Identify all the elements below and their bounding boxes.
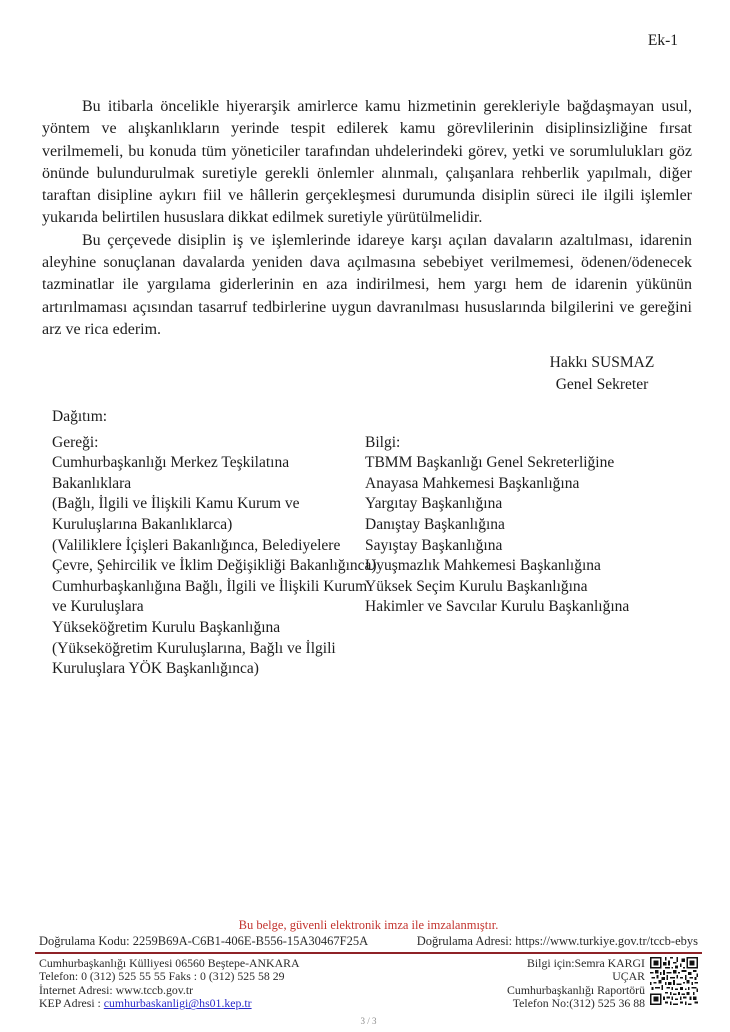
kep-label: KEP Adresi : [39,996,104,1011]
contact-line: Telefon No:(312) 525 36 88 [512,996,645,1011]
verification-address: Doğrulama Adresi: https://www.turkiye.gov.tr/tccb-ebys [416,933,698,948]
bilgi-item: Uyuşmazlık Mahkemesi Başkanlığına [365,557,601,575]
distribution-section [52,407,702,680]
e-signature-notice: Bu belge, güvenli elektronik imza ile imzalanmıştır. [238,917,499,932]
geregi-item: Yükseköğretim Kurulu Başkanlığına [52,618,281,636]
geregi-item: Cumhurbaşkanlığına Bağlı, İlgili ve İlişkili Kurum [52,577,368,595]
kep-address-line [39,997,300,1011]
address-line: Cumhurbaşkanlığı Külliyesi 06560 Beştepe-ANKARA [39,955,300,970]
geregi-item: (Yükseköğretim Kuruluşlarına, Bağlı ve İlgili [52,639,336,657]
geregi-item: Kuruluşlara YÖK Başkanlığınca) [52,660,259,678]
signer-title: Genel Sekreter [555,376,649,393]
sender-address-block [39,957,300,1011]
page-number: 3 / 3 [360,1016,377,1026]
contact-line: UÇAR [612,969,645,984]
distribution-heading: Dağıtım: [52,408,108,425]
bilgi-item: Hakimler ve Savcılar Kurulu Başkanlığına [365,598,630,616]
address-line: Telefon: 0 (312) 525 55 55 Faks : 0 (312) 525 58 29 [39,969,285,984]
attachment-label: Ek-1 [647,32,678,49]
bilgi-item: Yargıtay Başkanlığına [365,495,503,513]
geregi-item: ve Kuruluşlara [52,598,144,616]
distribution-bilgi-column [365,433,702,618]
body-text [42,96,692,341]
contact-line: Bilgi için:Semra KARGI [527,955,645,970]
verification-code: Doğrulama Kodu: 2259B69A-C6B1-406E-B556-15A30467F25A [39,933,369,948]
geregi-label: Gereği: [52,433,99,451]
distribution-columns [52,433,702,680]
bilgi-item: Anayasa Mahkemesi Başkanlığına [365,474,580,492]
bilgi-item: Danıştay Başkanlığına [365,515,505,533]
contact-info-block [507,957,645,1011]
geregi-item: Cumhurbaşkanlığı Merkez Teşkilatına [52,454,290,472]
signature-block [502,352,702,396]
bilgi-item: TBMM Başkanlığı Genel Sekreterliğine [365,454,615,472]
verification-row [35,934,702,954]
address-line: İnternet Adresi: www.tccb.gov.tr [39,982,194,997]
distribution-geregi-column [52,433,377,680]
geregi-item: (Valiliklere İçişleri Bakanlığınca, Belediyelere [52,536,341,554]
signer-name: Hakkı SUSMAZ [549,354,655,371]
contact-line: Cumhurbaşkanlığı Raportörü [507,982,645,997]
qr-code [650,957,698,1005]
body-paragraph-2: Bu çerçevede disiplin iş ve işlemlerinde idareye karşı açılan davaların azaltılması, idarenin aleyhine sonuçlanan davalarda yeniden dava açılmasına sebebiyet verilmemesi, ödenen/ödenecek tazminatlar ile yargılama giderlerinin en aza indirilmesi, hem yargı hem de idarenin yükünün artırılmaması açısından tasarruf tedbirlerine uygun davranılması hususlarında bilgilerini ve gereğini arz ve rica ederim. [42,231,692,338]
footer-info-row [35,954,702,1011]
bilgi-item: Yüksek Seçim Kurulu Başkanlığına [365,577,588,595]
contact-wrap [507,957,698,1011]
geregi-item: Bakanlıklara [52,474,132,492]
bilgi-item: Sayıştay Başkanlığına [365,536,503,554]
document-footer [35,918,702,1026]
geregi-item: Çevre, Şehircilik ve İklim Değişikliği Bakanlığınca) [52,557,377,575]
body-paragraph-1: Bu itibarla öncelikle hiyerarşik amirlerce kamu hizmetinin gerekleriyle bağdaşmayan usul, yöntem ve alışkanlıkların yerinde tespit edilerek kamu görevlilerinin disiplinsizliğine fırsat verilmemeli, bu konuda tüm yöneticiler tarafından uhdelerindeki görev, yetki ve sorumlulukları göz önünde bulundurulmak suretiyle gerekli önlemler alınmalı, çalışanlara rehberlik yapılmalı, diğer taraftan disipline aykırı fiil ve hâllerin gerçekleşmesi durumunda disiplin süreci ile ilgili işlemler yukarıda belirtilen hususlara dikkat edilmek suretiyle yürütülmelidir. [42,98,692,227]
bilgi-label: Bilgi: [365,433,401,451]
kep-email-link[interactable]: cumhurbaskanligi@hs01.kep.tr [103,996,252,1011]
geregi-item: Kuruluşlarına Bakanlıklarca) [52,515,233,533]
geregi-item: (Bağlı, İlgili ve İlişkili Kamu Kurum ve [52,495,300,513]
